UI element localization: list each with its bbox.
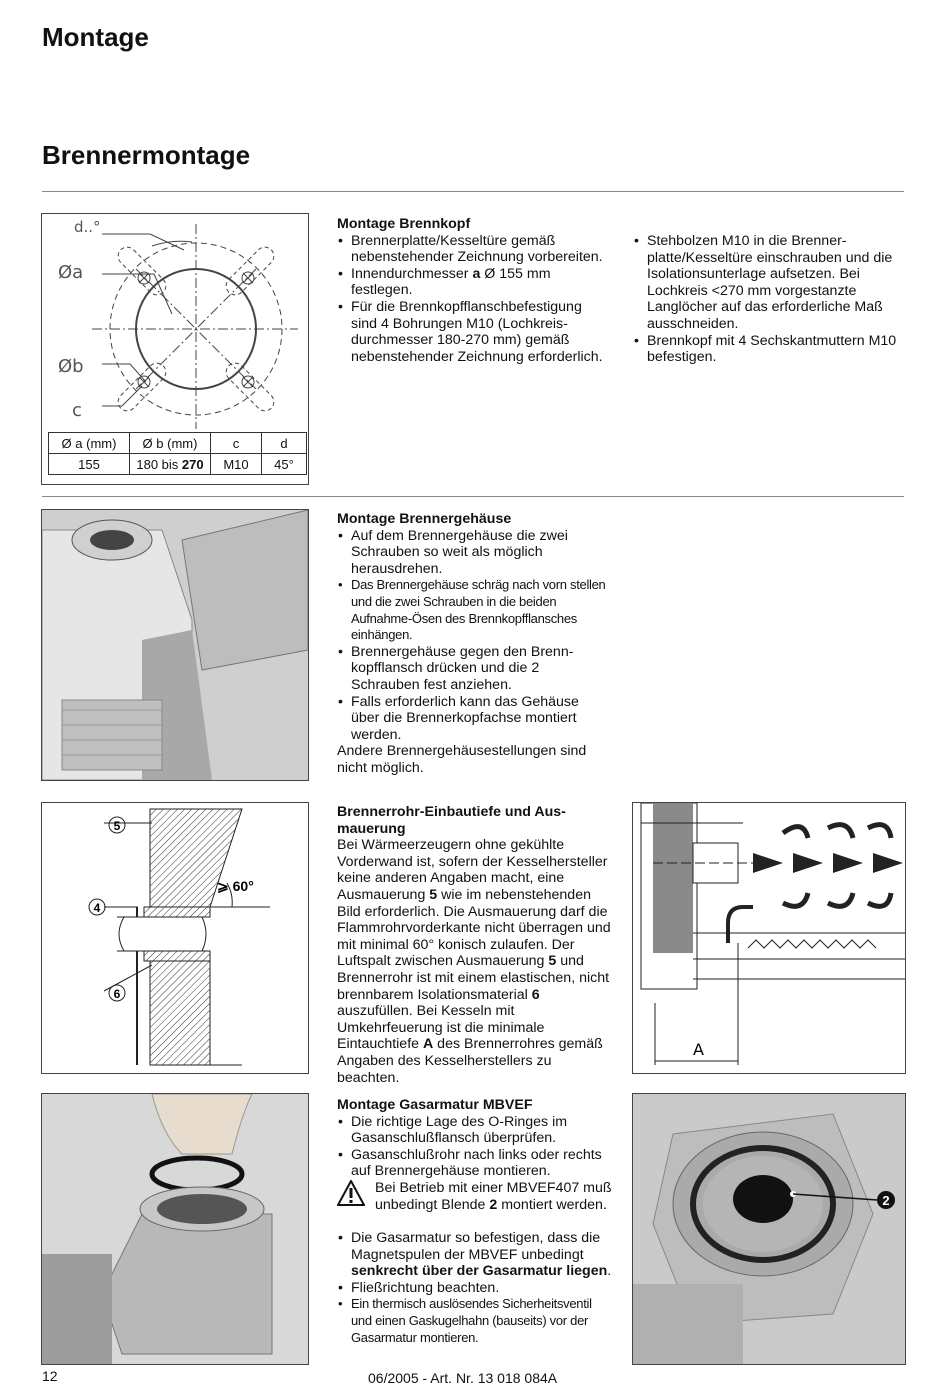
list-item: • Ein thermisch auslösendes Sicherheitsventil und einen Gaskugelhahn (bauseits) vor der Gasarmatur montieren. <box>337 1296 613 1346</box>
section-heading: Montage Brennkopf <box>337 216 471 232</box>
label-4: 4 <box>93 901 101 915</box>
section-title: Brennermontage <box>42 140 251 170</box>
list-item: • Stehbolzen M10 in die Brennerplatte/Kesseltüre einschrauben und die Isolationsunterlage aufsetzen. Bei Lochkreis <270 mm vorgestanzte Langlöcher auf das erforderliche Maß ausschneiden. <box>633 233 905 333</box>
housing-illustration <box>42 510 308 780</box>
table-header: c <box>211 433 262 454</box>
text: Innendurchmesser <box>351 265 473 282</box>
list-item: • Das Brennergehäuse schräg nach vorn stellen und die zwei Schrauben in die beiden Aufnahme-Ösen des Brennkopfflansches einhängen. <box>337 577 611 643</box>
text: und Brennerrohr ist mit einem elastischen, nicht brennbarem Isolationsmaterial <box>337 953 610 1003</box>
orifice-photo <box>632 1093 906 1365</box>
label-2: 2 <box>882 1193 890 1208</box>
refractory-drawing <box>41 802 309 1074</box>
text: wie im nebenstehenden Bild erforderlich. Die Ausmauerung darf die Flammrohrvorderkante nicht überragen und mit minimal 60° konisch zulaufen. Der Luftspalt zwischen Ausmauerung <box>337 886 611 970</box>
dimensions-table <box>48 432 307 475</box>
section-heading: Brennerrohr-Einbautiefe und Ausmauerung <box>337 804 566 837</box>
text: Bei Wärmeerzeugern ohne gekühlte Vorderwand ist, sofern der Kesselhersteller keine anderen Angaben macht, eine Ausmauerung <box>337 837 608 903</box>
text-bold: 2 <box>489 1196 498 1213</box>
table-header: d <box>262 433 307 454</box>
text: Bei Betrieb mit einer MBVEF407 muß unbedingt Blende <box>375 1179 612 1213</box>
page-title: Montage <box>42 22 149 52</box>
table-cell: 155 <box>49 454 130 475</box>
list-item: • Auf dem Brennergehäuse die zwei Schrauben so weit als möglich herausdrehen. <box>337 528 611 578</box>
cell-bold: 270 <box>181 456 204 472</box>
text: auszufüllen. Bei Kesseln mit Umkehrfeuerung ist die minimale Eintauchtiefe <box>337 1003 545 1053</box>
text-bold: 6 <box>531 986 540 1003</box>
reversal-diagram <box>633 803 905 1073</box>
orifice-illustration <box>633 1094 905 1364</box>
table-header: Ø b (mm) <box>130 433 211 454</box>
gehaeuse-section <box>337 511 611 777</box>
text-bold: A <box>422 1036 434 1053</box>
list-item <box>337 266 609 299</box>
list-item: • Die richtige Lage des O-Ringes im Gasanschlußflansch überprüfen. <box>337 1114 613 1147</box>
text-bold: senkrecht über der Gasarmatur liegen <box>351 1263 608 1280</box>
oring-illustration <box>42 1094 308 1364</box>
gasarmatur-section <box>337 1097 613 1346</box>
text: montiert werden. <box>497 1196 607 1213</box>
section-heading: Montage Brennergehäuse <box>337 511 512 527</box>
list-item: • Für die Brennkopfflanschbefestigung sind 4 Bohrungen M10 (Lochkreisdurchmesser 180-270 mm) gemäß nebenstehender Zeichnung erforderlich. <box>337 299 609 365</box>
cell-text: 180 bis <box>136 456 182 472</box>
text-bold: a <box>472 265 481 282</box>
list-item: • Brennergehäuse gegen den Brennkopfflansch drücken und die 2 Schrauben fest anziehen. <box>337 644 611 694</box>
table-cell <box>130 454 211 475</box>
label-a: A <box>693 1040 704 1059</box>
article-number: 06/2005 - Art. Nr. 13 018 084A <box>368 1370 558 1386</box>
label-c: c <box>72 400 82 421</box>
text-bold: 5 <box>429 886 438 903</box>
flange-diagram <box>42 214 308 434</box>
text: . <box>607 1263 612 1280</box>
table-cell: 45° <box>262 454 307 475</box>
list-item: • Brennkopf mit 4 Sechskantmuttern M10 befestigen. <box>633 333 905 366</box>
brennkopf-section <box>337 216 609 365</box>
list-item: • Gasanschlußrohr nach links oder rechts auf Brennergehäuse montieren. <box>337 1147 613 1180</box>
housing-photo <box>41 509 309 781</box>
warning-note <box>337 1180 613 1230</box>
warning-icon <box>337 1180 365 1206</box>
label-a: Øa <box>58 262 84 283</box>
list-item: • Fließrichtung beachten. <box>337 1280 613 1297</box>
note: Andere Brennergehäusestellungen sind nicht möglich. <box>337 743 587 776</box>
text-bold: 5 <box>548 953 557 970</box>
oring-photo <box>41 1093 309 1365</box>
divider <box>42 496 904 497</box>
einbau-section <box>337 804 613 1086</box>
list-item: • Falls erforderlich kann das Gehäuse über die Brennerkopfachse montiert werden. <box>337 694 611 744</box>
page-number: 12 <box>42 1368 58 1384</box>
text: des Brennerrohres gemäß Angaben des Kesselherstellers zu beachten. <box>337 1036 603 1086</box>
refractory-diagram <box>42 803 308 1073</box>
list-item <box>337 1230 613 1280</box>
paragraph <box>337 837 613 1086</box>
table-cell: M10 <box>211 454 262 475</box>
label-angle: ⩾ 60° <box>217 878 254 894</box>
label-6: 6 <box>113 987 121 1001</box>
divider <box>42 191 904 192</box>
section-heading: Montage Gasarmatur MBVEF <box>337 1097 533 1113</box>
list-item: • Brennerplatte/Kesseltüre gemäß nebenstehender Zeichnung vorbereiten. <box>337 233 609 266</box>
text: Ø 155 mm festlegen. <box>351 265 551 299</box>
label-b: Øb <box>58 356 84 377</box>
text: Die Gasarmatur so befestigen, dass die Magnetspulen der MBVEF unbedingt <box>351 1229 601 1263</box>
label-5: 5 <box>113 819 121 833</box>
table-header: Ø a (mm) <box>49 433 130 454</box>
brennkopf-section-cont <box>633 233 905 366</box>
label-d: d..° <box>74 218 101 236</box>
reversal-firing-drawing <box>632 802 906 1074</box>
